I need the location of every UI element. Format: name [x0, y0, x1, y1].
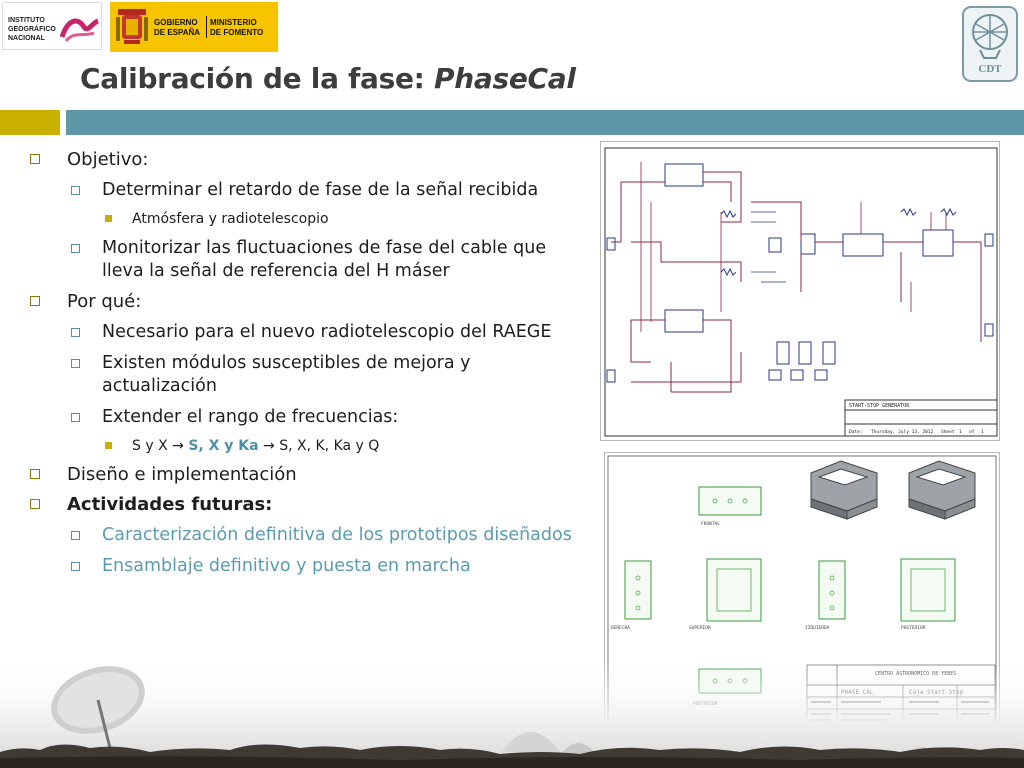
freq-b: S, X y Ka [188, 438, 259, 454]
bullet-objetivo [30, 149, 585, 171]
label-derecha: DERECHA [611, 626, 630, 631]
bullet-text: Ensamblaje definitivo y puesta en marcha [102, 556, 471, 576]
bullet-text: Extender el rango de frecuencias: [102, 407, 399, 427]
bullet-extender [30, 406, 585, 429]
bullet-ensamblaje [30, 555, 585, 578]
bullet-porque [30, 291, 585, 313]
bullet-text: Caracterización definitiva de los prototipos diseñados [102, 525, 572, 545]
ign-line-2: GEOGRÁFICO [8, 26, 56, 33]
bullet-text: Diseño e implementación [67, 464, 297, 485]
ign-logo-text [8, 16, 56, 43]
bullet-text: Objetivo: [67, 149, 149, 170]
bullet-frequencies [30, 437, 585, 455]
bullet-marker [71, 531, 80, 540]
schematic-block-title: START-STOP GENERATOR [849, 403, 910, 409]
schematic-sheet-label: Sheet [941, 430, 955, 435]
bullet-diseno [30, 464, 585, 486]
freq-c: S, X, K, Ka y Q [279, 438, 380, 454]
schematic-date-value: Thursday, July 13, 2012 [871, 430, 934, 435]
bullet-marker [71, 328, 80, 337]
ign-line-1: INSTITUTO [8, 17, 45, 24]
gov-line-2: DE ESPAÑA [154, 28, 201, 37]
bullet-text: Atmósfera y radiotelescopio [132, 211, 329, 227]
cdt-logo [962, 6, 1018, 82]
ministry-line-1: MINISTERIO [210, 18, 257, 27]
title-main: Calibración de la fase: [80, 62, 434, 95]
bullet-marker [30, 154, 40, 164]
bullet-text: Actividades futuras: [67, 494, 273, 515]
arrow-icon: → [263, 438, 275, 454]
bullet-text: Necesario para el nuevo radiotelescopio del RAEGE [102, 322, 552, 342]
bullet-text: Existen módulos susceptibles de mejora y actualización [102, 353, 471, 396]
label-frontal: FRONTAL [701, 522, 720, 527]
bullet-text: Monitorizar las fluctuaciones de fase del cable que lleva la señal de referencia del H máser [102, 238, 547, 281]
ign-logo [2, 2, 102, 50]
schematic-of-label: of [969, 430, 975, 435]
arrow-icon: → [172, 438, 184, 454]
gov-line-1: GOBIERNO [154, 18, 198, 27]
bullet-marker [105, 215, 112, 222]
schematic-date-label: Date: [849, 430, 863, 435]
slide-title [80, 62, 576, 95]
bullet-atmosfera [30, 210, 585, 228]
schematic-sheet-value: 1 [959, 430, 962, 435]
bullet-marker [105, 442, 112, 449]
bullet-actividades [30, 494, 585, 516]
label-izquierda: IZQUIERDA [805, 626, 830, 631]
bullet-marker [30, 296, 40, 306]
bullet-existen [30, 352, 585, 398]
freq-a: S y X [132, 438, 173, 454]
bullet-marker [71, 186, 80, 195]
gov-divider [206, 16, 207, 38]
ministry-line-2: DE FOMENTO [210, 28, 264, 37]
bullet-marker [71, 562, 80, 571]
bullet-text: Por qué: [67, 291, 142, 312]
circuit-schematic [600, 141, 1000, 441]
label-superior: SUPERIOR [689, 626, 711, 631]
gov-text-right [210, 18, 263, 38]
ign-swash-icon [58, 13, 102, 47]
observatory-landscape [0, 660, 1024, 768]
bullet-marker [71, 413, 80, 422]
bullet-marker [71, 244, 80, 253]
schematic-of-value: 1 [981, 430, 984, 435]
bullet-retardo [30, 179, 585, 202]
bullet-list [30, 146, 585, 586]
bullet-caracterizacion [30, 524, 585, 547]
schematic-drawing [601, 142, 999, 440]
title-bar-teal [66, 110, 1024, 135]
label-posterior: POSTERIOR [901, 626, 926, 631]
cdt-logo-text: CDT [978, 63, 1002, 75]
bullet-necesario [30, 321, 585, 344]
bullet-monitorizar [30, 237, 585, 283]
bullet-marker [30, 499, 40, 509]
government-logo [110, 2, 278, 52]
title-bar-gold [0, 110, 60, 135]
bullet-marker [71, 359, 80, 368]
title-emphasis: PhaseCal [434, 62, 576, 95]
gov-text-left [154, 18, 200, 38]
bullet-text: Determinar el retardo de fase de la señal recibida [102, 180, 539, 200]
bullet-marker [30, 469, 40, 479]
ign-line-3: NACIONAL [8, 35, 45, 42]
coat-of-arms-icon [114, 7, 150, 47]
